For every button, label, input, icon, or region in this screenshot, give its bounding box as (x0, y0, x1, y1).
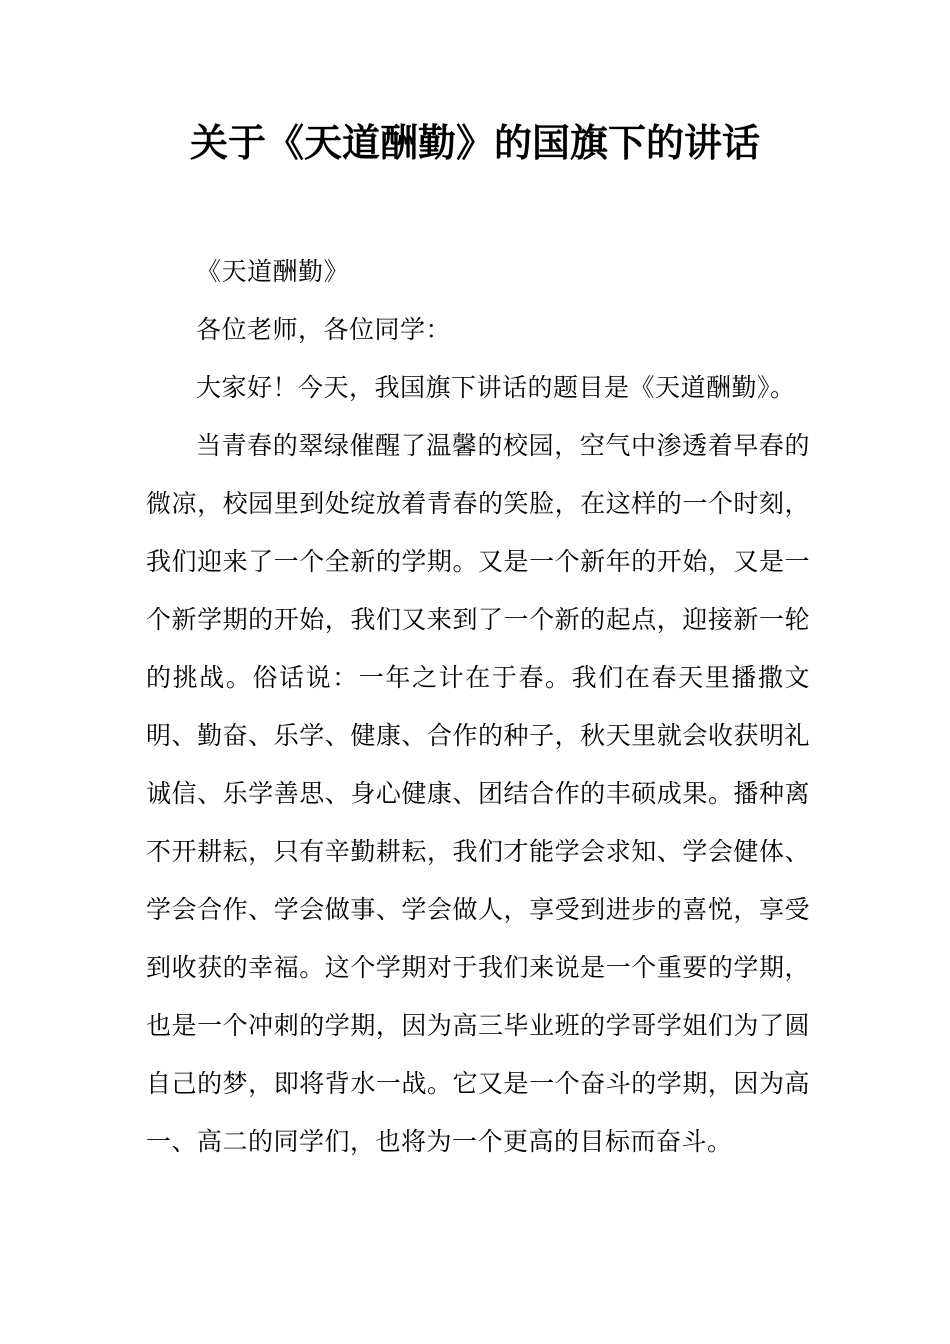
body-paragraph: 当青春的翠绿催醒了温馨的校园，空气中渗透着早春的微凉，校园里到处绽放着青春的笑脸，在这样的一个时刻，我们迎来了一个全新的学期。又是一个新年的开始，又是一个新学期的开始，我们又来到了一个新的起点，迎接新一轮的挑战。俗话说：一年之计在于春。我们在春天里播撒文明、勤奋、乐学、健康、合作的种子，秋天里就会收获明礼诚信、乐学善思、身心健康、团结合作的丰硕成果。播种离不开耕耘，只有辛勤耕耘，我们才能学会求知、学会健体、学会合作、学会做事、学会做人，享受到进步的喜悦，享受到收获的幸福。这个学期对于我们来说是一个重要的学期，也是一个冲刺的学期，因为高三毕业班的学哥学姐们为了圆自己的梦，即将背水一战。它又是一个奋斗的学期，因为高一、高二的同学们，也将为一个更高的目标而奋斗。 (146, 431, 810, 1156)
subtitle-paragraph: 《天道酬勤》 (196, 257, 350, 286)
salutation-paragraph: 各位老师，各位同学： (196, 315, 452, 344)
document-title: 关于《天道酬勤》的国旗下的讲话 (189, 120, 760, 165)
document-body (146, 243, 810, 1171)
greeting-paragraph: 大家好！今天，我国旗下讲话的题目是《天道酬勤》。 (196, 373, 796, 402)
